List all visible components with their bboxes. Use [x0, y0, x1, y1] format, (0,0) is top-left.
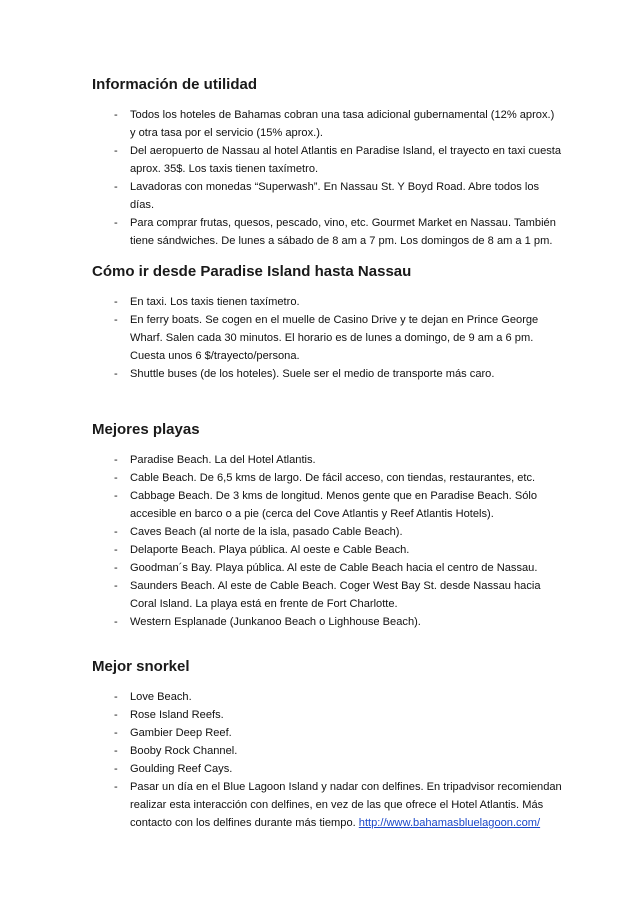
list-item: - Todos los hoteles de Bahamas cobran una tasa adicional gubernamental (12% aprox.) y otra tasa por el servicio (15% aprox.).: [114, 109, 555, 139]
list-item: - Cabbage Beach. De 3 kms de longitud. Menos gente que en Paradise Beach. Sólo accesible en barco o a pie (cerca del Cove Atlantis y Reef Atlantis Hotels).: [114, 490, 538, 520]
list-item: - Shuttle buses (de los hoteles). Suele ser el medio de transporte más caro.: [114, 368, 495, 380]
list-item: - Lavadoras con monedas “Superwash”. En Nassau St. Y Boyd Road. Abre todos los días.: [114, 181, 540, 211]
list-item: - Pasar un día en el Blue Lagoon Island y nadar con delfines. En tripadvisor recomiendan realizar esta interacción con delfines, en vez de las que ofrece el Hotel Atlantis. Más contacto con los delfines durante más tiempo. http://www.bahamasbluelagoon.com/: [114, 781, 562, 829]
list-item: - Caves Beach (al norte de la isla, pasado Cable Beach).: [114, 526, 403, 538]
blue-lagoon-link[interactable]: http://www.bahamasbluelagoon.com/: [358, 817, 541, 829]
list-item: - En ferry boats. Se cogen en el muelle de Casino Drive y te dejan en Prince George Wharf. Salen cada 30 minutos. El horario es de lunes a domingo, de 9 am a 6 pm. Cuesta unos 6 $/trayecto/persona.: [114, 314, 539, 362]
bullet-list: [92, 106, 562, 250]
section-heading: Información de utilidad: [92, 76, 258, 93]
section-heading: Mejores playas: [92, 421, 200, 438]
list-item: - Rose Island Reefs.: [114, 709, 224, 721]
bullet-list: [92, 688, 562, 832]
section-paradise-nassau: [92, 263, 562, 383]
list-item: - Goodman´s Bay. Playa pública. Al este de Cable Beach hacia el centro de Nassau.: [114, 562, 538, 574]
list-item: - Goulding Reef Cays.: [114, 763, 233, 775]
list-item: - Western Esplanade (Junkanoo Beach o Lighhouse Beach).: [114, 616, 421, 628]
bullet-list: [92, 451, 562, 631]
list-item: - Saunders Beach. Al este de Cable Beach. Coger West Bay St. desde Nassau hacia Coral Island. La playa está en frente de Fort Charlotte.: [114, 580, 541, 610]
bullet-list: [92, 293, 562, 383]
section-mejor-snorkel: [92, 658, 562, 832]
list-item: - Cable Beach. De 6,5 kms de largo. De fácil acceso, con tiendas, restaurantes, etc.: [114, 472, 536, 484]
list-item: - En taxi. Los taxis tienen taxímetro.: [114, 296, 300, 308]
list-item: - Delaporte Beach. Playa pública. Al oeste e Cable Beach.: [114, 544, 410, 556]
section-heading: Mejor snorkel: [92, 658, 190, 675]
section-heading: Cómo ir desde Paradise Island hasta Nassau: [92, 263, 412, 280]
list-item: - Love Beach.: [114, 691, 192, 703]
list-item: - Para comprar frutas, quesos, pescado, vino, etc. Gourmet Market en Nassau. También tiene sándwiches. De lunes a sábado de 8 am a 7 pm. Los domingos de 8 am a 1 pm.: [114, 217, 556, 247]
list-item: - Del aeropuerto de Nassau al hotel Atlantis en Paradise Island, el trayecto en taxi cuesta aprox. 35$. Los taxis tienen taxímetro.: [114, 145, 562, 175]
list-item: - Gambier Deep Reef.: [114, 727, 232, 739]
section-mejores-playas: [92, 421, 562, 631]
list-item: - Paradise Beach. La del Hotel Atlantis.: [114, 454, 316, 466]
section-utilidad: [92, 76, 562, 250]
list-item: - Booby Rock Channel.: [114, 745, 238, 757]
